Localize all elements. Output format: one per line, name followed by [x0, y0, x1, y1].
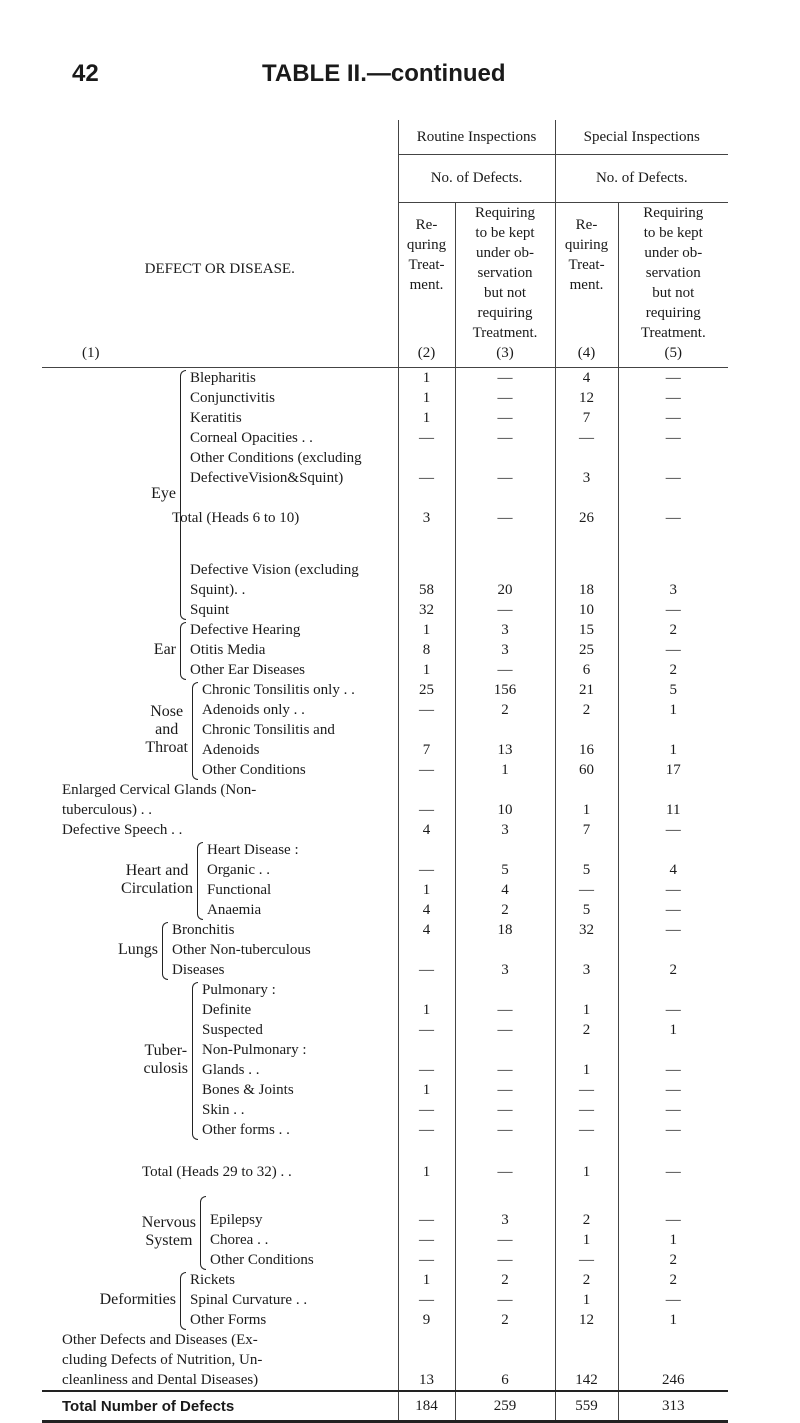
row-label-line: Suspected — [202, 1022, 263, 1038]
cell-col3: — — [455, 600, 555, 620]
cell-col2: — — [398, 700, 455, 720]
cell-col3: 6 — [455, 1330, 555, 1391]
cell-col2: — — [398, 1230, 455, 1250]
row-label-line: Squint — [190, 602, 230, 618]
row-label-line: Other Non-tuberculous — [172, 942, 311, 958]
row-label — [42, 1194, 398, 1230]
cell-col2: — — [398, 448, 455, 494]
table-row — [42, 428, 728, 448]
cell-col2: 1 — [398, 980, 455, 1020]
cell-col4: 21 — [555, 680, 618, 700]
cell-col5: — — [618, 1120, 728, 1140]
cell-col4: 1 — [555, 1230, 618, 1250]
group-nervous: Nervous System — [141, 1214, 196, 1249]
row-label-line: Other Ear Diseases — [190, 662, 305, 678]
row-label — [42, 780, 398, 820]
cell-col3: 156 — [455, 680, 555, 700]
table-row — [42, 660, 728, 680]
row-label — [42, 1330, 398, 1391]
row-label — [42, 980, 398, 1020]
total-col4: 559 — [555, 1391, 618, 1422]
table-row — [42, 388, 728, 408]
cell-col4: 18 — [555, 542, 618, 600]
table-row — [42, 1330, 728, 1391]
row-label-line: Defective Vision (excluding — [190, 562, 359, 578]
table-row — [42, 600, 728, 620]
cell-col3: — — [455, 1290, 555, 1310]
row-label — [42, 1230, 398, 1250]
row-label — [42, 940, 398, 980]
cell-col3: — — [455, 1250, 555, 1270]
cell-col2: 1 — [398, 1140, 455, 1194]
row-label-line: Corneal Opacities . . — [190, 430, 313, 446]
row-label — [42, 680, 398, 700]
cell-col2: 1 — [398, 880, 455, 900]
group-tuberculosis: Tuber- culosis — [143, 1042, 188, 1077]
cell-col2: 4 — [398, 820, 455, 840]
row-label-line: Otitis Media — [190, 642, 266, 658]
cell-col2: 1 — [398, 1270, 455, 1290]
cell-col2: 1 — [398, 368, 455, 389]
group-eye: Eye — [151, 484, 176, 502]
cell-col3: — — [455, 428, 555, 448]
cell-col2: — — [398, 1100, 455, 1120]
row-label — [42, 1080, 398, 1100]
cell-col3: 3 — [455, 940, 555, 980]
cell-col5: 2 — [618, 940, 728, 980]
row-label-line: Bronchitis — [172, 922, 235, 938]
cell-col2: — — [398, 780, 455, 820]
row-label — [42, 600, 398, 620]
cell-col4: — — [555, 1250, 618, 1270]
row-label-line: Adenoids — [202, 742, 260, 758]
table-row — [42, 1270, 728, 1290]
cell-col4: 25 — [555, 640, 618, 660]
page-title: TABLE II.—continued — [262, 60, 506, 87]
row-label — [42, 542, 398, 600]
row-label-line: Other Conditions — [210, 1252, 314, 1268]
row-label-line: Other Conditions — [202, 762, 306, 778]
cell-col2: — — [398, 840, 455, 880]
cell-col3: 20 — [455, 542, 555, 600]
table-row — [42, 1140, 728, 1194]
row-label-line: Adenoids only . . — [202, 702, 305, 718]
cell-col5: 246 — [618, 1330, 728, 1391]
cell-col3: 2 — [455, 1310, 555, 1330]
row-label-line: cluding Defects of Nutrition, Un- — [62, 1352, 263, 1368]
cell-col3: 1 — [455, 760, 555, 780]
col4-header: Re- quiring Treat- ment. (4) — [555, 203, 618, 368]
cell-col4: 10 — [555, 600, 618, 620]
row-label-line: Defective Hearing — [190, 622, 301, 638]
table-row — [42, 920, 728, 940]
cell-col4: 7 — [555, 408, 618, 428]
cell-col2: 1 — [398, 408, 455, 428]
total-col3: 259 — [455, 1391, 555, 1422]
row-label-line: Chronic Tonsilitis only . . — [202, 682, 355, 698]
brace — [192, 682, 198, 780]
table-row — [42, 1020, 728, 1040]
row-label-line: Other forms . . — [202, 1122, 290, 1138]
cell-col4: 1 — [555, 1140, 618, 1194]
cell-col4: 12 — [555, 388, 618, 408]
cell-col3: — — [455, 1040, 555, 1080]
col2-header: Re- quring Treat- ment. (2) — [398, 203, 455, 368]
cell-col2: 8 — [398, 640, 455, 660]
cell-col2: 58 — [398, 542, 455, 600]
special-inspections-header: Special Inspections — [555, 120, 728, 155]
cell-col2: 4 — [398, 920, 455, 940]
row-label — [42, 880, 398, 900]
row-label-line: Total (Heads 6 to 10) — [172, 510, 300, 526]
cell-col4: 7 — [555, 820, 618, 840]
cell-col5: — — [618, 448, 728, 494]
row-label-line: Other Defects and Diseases (Ex- — [62, 1332, 258, 1348]
row-label-line: Defective Speech . . — [62, 822, 183, 838]
row-label-line: cleanliness and Dental Diseases) — [62, 1372, 259, 1388]
group-ear: Ear — [153, 641, 176, 658]
cell-col4: 1 — [555, 1290, 618, 1310]
cell-col3: — — [455, 448, 555, 494]
cell-col3: 4 — [455, 880, 555, 900]
cell-col3: — — [455, 494, 555, 542]
cell-col2: 3 — [398, 494, 455, 542]
row-label-line: DefectiveVision&Squint) — [190, 470, 344, 486]
cell-col5: — — [618, 1194, 728, 1230]
cell-col5: 2 — [618, 620, 728, 640]
cell-col5: — — [618, 600, 728, 620]
row-label-line: Keratitis — [190, 410, 242, 426]
cell-col2: — — [398, 1040, 455, 1080]
row-label — [42, 820, 398, 840]
cell-col3: — — [455, 368, 555, 389]
cell-col4: 2 — [555, 1020, 618, 1040]
cell-col4: 1 — [555, 1040, 618, 1080]
table-row — [42, 620, 728, 640]
cell-col5: — — [618, 428, 728, 448]
row-label — [42, 1040, 398, 1080]
row-label — [42, 408, 398, 428]
row-label-line: Non-Pulmonary : — [202, 1042, 307, 1058]
cell-col5: 1 — [618, 1230, 728, 1250]
table-row — [42, 1080, 728, 1100]
special-no-defects-header: No. of Defects. — [555, 155, 728, 203]
cell-col3: 2 — [455, 1270, 555, 1290]
cell-col4: 2 — [555, 1270, 618, 1290]
table-row — [42, 760, 728, 780]
row-label — [42, 920, 398, 940]
cell-col5: 11 — [618, 780, 728, 820]
row-label — [42, 1020, 398, 1040]
row-label-line: Anaemia — [207, 902, 262, 918]
cell-col5: 1 — [618, 700, 728, 720]
group-heart: Heart and Circulation — [121, 862, 193, 897]
cell-col4: 6 — [555, 660, 618, 680]
group-lungs: Lungs — [118, 941, 158, 958]
cell-col3: 2 — [455, 900, 555, 920]
row-label-line: Diseases — [172, 962, 225, 978]
cell-col3: — — [455, 408, 555, 428]
cell-col4: 4 — [555, 368, 618, 389]
total-col2: 184 — [398, 1391, 455, 1422]
cell-col4: 12 — [555, 1310, 618, 1330]
cell-col2: — — [398, 940, 455, 980]
cell-col5: — — [618, 368, 728, 389]
table-row — [42, 1100, 728, 1120]
cell-col5: — — [618, 640, 728, 660]
row-label — [42, 1270, 398, 1290]
cell-col5: 2 — [618, 1270, 728, 1290]
row-label-line: Squint). . — [190, 582, 246, 598]
row-label-line: Pulmonary : — [202, 982, 276, 998]
cell-col2: 1 — [398, 388, 455, 408]
cell-col4: 3 — [555, 448, 618, 494]
cell-col5: — — [618, 1140, 728, 1194]
cell-col3: 13 — [455, 720, 555, 760]
cell-col4: 5 — [555, 840, 618, 880]
page-header — [0, 60, 800, 90]
defect-column-header: DEFECT OR DISEASE. (1) — [42, 120, 398, 368]
row-label-line: Spinal Curvature . . — [190, 1292, 308, 1308]
row-label — [42, 494, 398, 542]
cell-col3: — — [455, 1080, 555, 1100]
row-label-line: Enlarged Cervical Glands (Non- — [62, 782, 257, 798]
cell-col4: 60 — [555, 760, 618, 780]
cell-col5: 2 — [618, 660, 728, 680]
cell-col5: — — [618, 980, 728, 1020]
cell-col3: — — [455, 1100, 555, 1120]
row-label-line: Definite — [202, 1002, 252, 1018]
cell-col4: 1 — [555, 980, 618, 1020]
cell-col4: 32 — [555, 920, 618, 940]
row-label — [42, 1250, 398, 1270]
cell-col3: — — [455, 980, 555, 1020]
cell-col4: 3 — [555, 940, 618, 980]
cell-col3: 3 — [455, 820, 555, 840]
cell-col4: 5 — [555, 900, 618, 920]
row-label — [42, 1120, 398, 1140]
cell-col2: — — [398, 1250, 455, 1270]
row-label-line: Epilepsy — [210, 1212, 263, 1228]
row-label-line: Functional — [207, 882, 272, 898]
table-row — [42, 820, 728, 840]
total-col5: 313 — [618, 1391, 728, 1422]
cell-col3: — — [455, 1230, 555, 1250]
table-row — [42, 408, 728, 428]
cell-col5: 1 — [618, 1020, 728, 1040]
cell-col5: — — [618, 388, 728, 408]
cell-col3: — — [455, 1140, 555, 1194]
row-label — [42, 900, 398, 920]
table-row — [42, 980, 728, 1020]
cell-col4: 26 — [555, 494, 618, 542]
col3-header: Requiring to be kept under ob- servation but not requiring Treatment. (3) — [455, 203, 555, 368]
cell-col4: 1 — [555, 780, 618, 820]
defects-table-container — [42, 120, 728, 1423]
row-label — [42, 1100, 398, 1120]
row-label-line: Chorea . . — [210, 1232, 269, 1248]
cell-col4: — — [555, 880, 618, 900]
table-row — [42, 1310, 728, 1330]
row-label-line: Organic . . — [207, 862, 271, 878]
cell-col5: — — [618, 900, 728, 920]
cell-col3: 3 — [455, 1194, 555, 1230]
cell-col2: 4 — [398, 900, 455, 920]
cell-col4: 15 — [555, 620, 618, 640]
table-row — [42, 640, 728, 660]
cell-col5: 3 — [618, 542, 728, 600]
table-row — [42, 448, 728, 494]
table-row — [42, 368, 728, 389]
cell-col5: — — [618, 408, 728, 428]
cell-col2: — — [398, 428, 455, 448]
row-label-line: Rickets — [190, 1272, 235, 1288]
routine-inspections-header: Routine Inspections — [398, 120, 555, 155]
cell-col2: — — [398, 760, 455, 780]
table-row — [42, 680, 728, 700]
cell-col3: — — [455, 388, 555, 408]
row-label-line: Chronic Tonsilitis and — [202, 722, 335, 738]
cell-col5: — — [618, 1290, 728, 1310]
cell-col5: — — [618, 1080, 728, 1100]
cell-col5: — — [618, 820, 728, 840]
cell-col2: 1 — [398, 1080, 455, 1100]
row-label — [42, 1290, 398, 1310]
row-label-line: Blepharitis — [190, 370, 256, 386]
row-label — [42, 1140, 398, 1194]
cell-col5: — — [618, 1100, 728, 1120]
table-row — [42, 494, 728, 542]
cell-col2: — — [398, 1120, 455, 1140]
cell-col4: 2 — [555, 1194, 618, 1230]
cell-col2: 13 — [398, 1330, 455, 1391]
row-label-line: Conjunctivitis — [190, 390, 276, 406]
row-label — [42, 660, 398, 680]
group-nose-throat: Nose and Throat — [145, 703, 188, 756]
row-label-line: Heart Disease : — [207, 842, 299, 858]
cell-col4: — — [555, 1100, 618, 1120]
cell-col3: 10 — [455, 780, 555, 820]
cell-col2: 1 — [398, 660, 455, 680]
cell-col2: 25 — [398, 680, 455, 700]
brace — [180, 370, 186, 621]
cell-col4: — — [555, 1120, 618, 1140]
cell-col5: 5 — [618, 680, 728, 700]
cell-col3: — — [455, 1020, 555, 1040]
cell-col5: — — [618, 920, 728, 940]
row-label-line: Bones & Joints — [202, 1082, 294, 1098]
row-label — [42, 700, 398, 720]
cell-col3: 18 — [455, 920, 555, 940]
col5-header: Requiring to be kept under ob- servation but not requiring Treatment. (5) — [618, 203, 728, 368]
cell-col2: 1 — [398, 620, 455, 640]
row-label-line: Other Conditions (excluding — [190, 450, 362, 466]
cell-col5: — — [618, 494, 728, 542]
cell-col5: 17 — [618, 760, 728, 780]
cell-col3: 3 — [455, 640, 555, 660]
group-deformities: Deformities — [99, 1291, 176, 1308]
routine-no-defects-header: No. of Defects. — [398, 155, 555, 203]
cell-col5: — — [618, 1040, 728, 1080]
cell-col2: 9 — [398, 1310, 455, 1330]
brace — [197, 842, 203, 920]
total-row — [42, 1391, 728, 1422]
row-label-line: Total (Heads 29 to 32) . . — [142, 1164, 292, 1180]
cell-col3: 2 — [455, 700, 555, 720]
cell-col4: — — [555, 1080, 618, 1100]
cell-col5: 1 — [618, 720, 728, 760]
table-row — [42, 542, 728, 600]
row-label — [42, 840, 398, 880]
cell-col4: 2 — [555, 700, 618, 720]
row-label — [42, 428, 398, 448]
row-label — [42, 448, 398, 494]
cell-col2: 7 — [398, 720, 455, 760]
row-label — [42, 620, 398, 640]
row-label-line: Other Forms — [190, 1312, 267, 1328]
cell-col2: — — [398, 1020, 455, 1040]
cell-col5: — — [618, 880, 728, 900]
page-number: 42 — [72, 60, 99, 87]
table-row — [42, 780, 728, 820]
cell-col5: 4 — [618, 840, 728, 880]
cell-col2: 32 — [398, 600, 455, 620]
total-label: Total Number of Defects — [42, 1391, 398, 1422]
row-label — [42, 640, 398, 660]
table-row — [42, 1120, 728, 1140]
cell-col3: — — [455, 1120, 555, 1140]
cell-col4: 16 — [555, 720, 618, 760]
table-row — [42, 1250, 728, 1270]
row-label-line: tuberculous) . . — [62, 802, 152, 818]
cell-col4: 142 — [555, 1330, 618, 1391]
cell-col2: — — [398, 1290, 455, 1310]
row-label-line: Skin . . — [202, 1102, 245, 1118]
table-row — [42, 900, 728, 920]
brace — [180, 1272, 186, 1330]
cell-col4: — — [555, 428, 618, 448]
cell-col5: 1 — [618, 1310, 728, 1330]
cell-col5: 2 — [618, 1250, 728, 1270]
row-label-line: Glands . . — [202, 1062, 260, 1078]
cell-col3: — — [455, 660, 555, 680]
row-label — [42, 1310, 398, 1330]
brace — [162, 922, 168, 980]
brace — [200, 1196, 206, 1270]
cell-col3: 5 — [455, 840, 555, 880]
cell-col2: — — [398, 1194, 455, 1230]
brace — [180, 622, 186, 680]
row-label — [42, 760, 398, 780]
brace — [192, 982, 198, 1140]
row-label — [42, 368, 398, 389]
row-label — [42, 720, 398, 760]
row-label — [42, 388, 398, 408]
cell-col3: 3 — [455, 620, 555, 640]
